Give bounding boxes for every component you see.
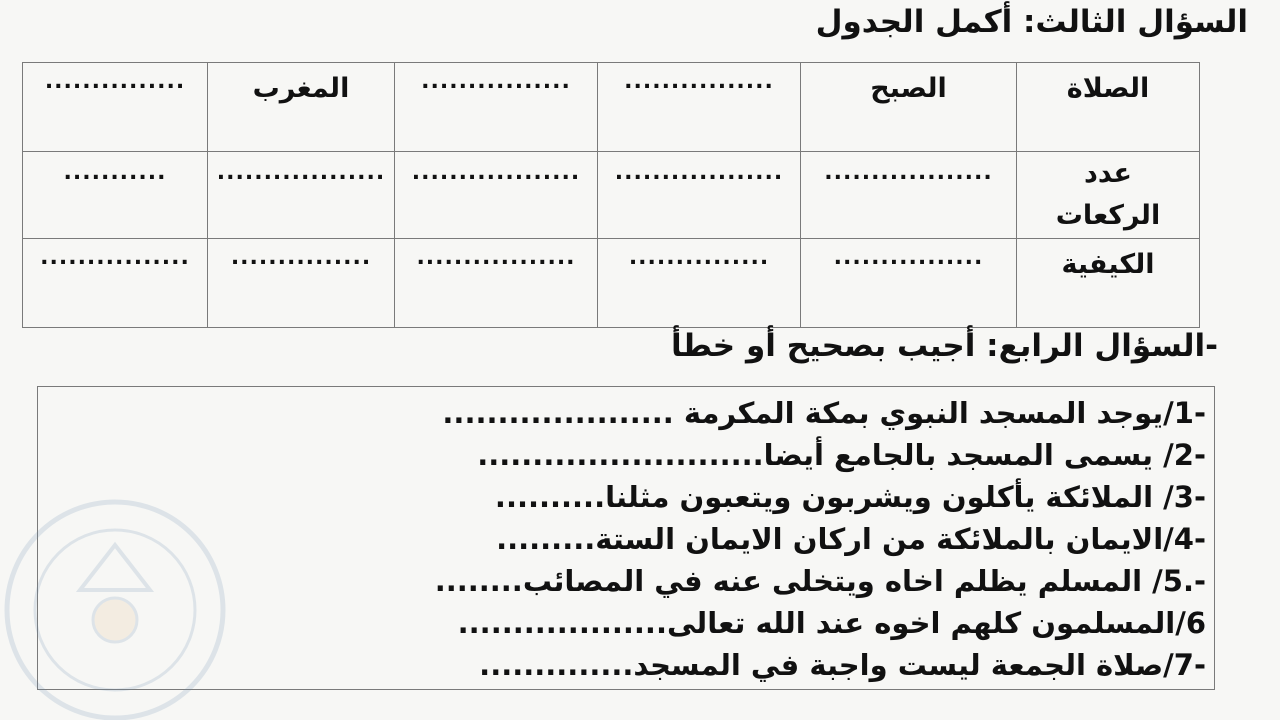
watermark-logo-icon bbox=[0, 470, 230, 720]
answer-blank[interactable]: ........ bbox=[434, 564, 523, 598]
statement-text: -1/يوجد المسجد النبوي بمكة المكرمة . bbox=[662, 396, 1206, 430]
statement-item bbox=[479, 645, 1206, 685]
statement-item bbox=[435, 561, 1206, 601]
table-cell[interactable]: ................. bbox=[395, 239, 598, 328]
table-cell[interactable]: .................. bbox=[801, 152, 1017, 239]
prayer-table bbox=[22, 62, 1200, 328]
table-cell[interactable]: .................. bbox=[598, 152, 801, 239]
table-header-cell: الكيفية bbox=[1017, 239, 1200, 328]
table-cell[interactable]: .................. bbox=[395, 152, 598, 239]
table-cell[interactable]: ................ bbox=[598, 63, 801, 152]
answer-blank[interactable]: .................... bbox=[442, 396, 663, 430]
table-cell[interactable]: ............... bbox=[23, 63, 208, 152]
statement-item bbox=[495, 477, 1206, 517]
table-row bbox=[23, 239, 1200, 328]
answer-blank[interactable]: .......................... bbox=[477, 438, 764, 472]
table-cell[interactable]: .................. bbox=[208, 152, 395, 239]
table-cell[interactable]: ........... bbox=[23, 152, 208, 239]
answer-blank[interactable]: .......... bbox=[494, 480, 606, 514]
statement-text: -4/الايمان بالملائكة من اركان الايمان الستة bbox=[595, 522, 1206, 556]
table-row bbox=[23, 152, 1200, 239]
table-row bbox=[23, 63, 1200, 152]
statement-item bbox=[477, 435, 1206, 475]
table-cell[interactable]: ................ bbox=[801, 239, 1017, 328]
table-cell[interactable]: ................ bbox=[23, 239, 208, 328]
table-header-cell: عدد الركعات bbox=[1017, 152, 1200, 239]
statement-text: -7/صلاة الجمعة ليست واجبة في المسجد. bbox=[622, 648, 1206, 682]
table-cell: المغرب bbox=[208, 63, 395, 152]
table-header-cell: الصلاة bbox=[1017, 63, 1200, 152]
statement-text: -2/ يسمى المسجد بالجامع أيضا bbox=[763, 438, 1206, 472]
statement-item bbox=[442, 393, 1206, 433]
statement-item bbox=[496, 519, 1206, 559]
answer-blank[interactable]: ......... bbox=[496, 522, 596, 556]
statement-item bbox=[458, 603, 1206, 643]
table-cell[interactable]: ................ bbox=[395, 63, 598, 152]
answer-blank[interactable]: ............. bbox=[479, 648, 623, 682]
statement-text: 6/المسلمون كلهم اخوه عند الله تعالى. bbox=[655, 606, 1206, 640]
table-cell: الصبح bbox=[801, 63, 1017, 152]
answer-blank[interactable]: .................. bbox=[457, 606, 656, 640]
question-4-title: -السؤال الرابع: أجيب بصحيح أو خطأ bbox=[670, 328, 1218, 364]
question-3-title: السؤال الثالث: أكمل الجدول bbox=[815, 4, 1248, 40]
table-cell[interactable]: ............... bbox=[598, 239, 801, 328]
statement-text: -3/ الملائكة يأكلون ويشربون ويتعبون مثلنا bbox=[605, 480, 1206, 514]
table-cell[interactable]: ............... bbox=[208, 239, 395, 328]
statement-text: -.5/ المسلم يظلم اخاه ويتخلى عنه في المصائب bbox=[522, 564, 1206, 598]
